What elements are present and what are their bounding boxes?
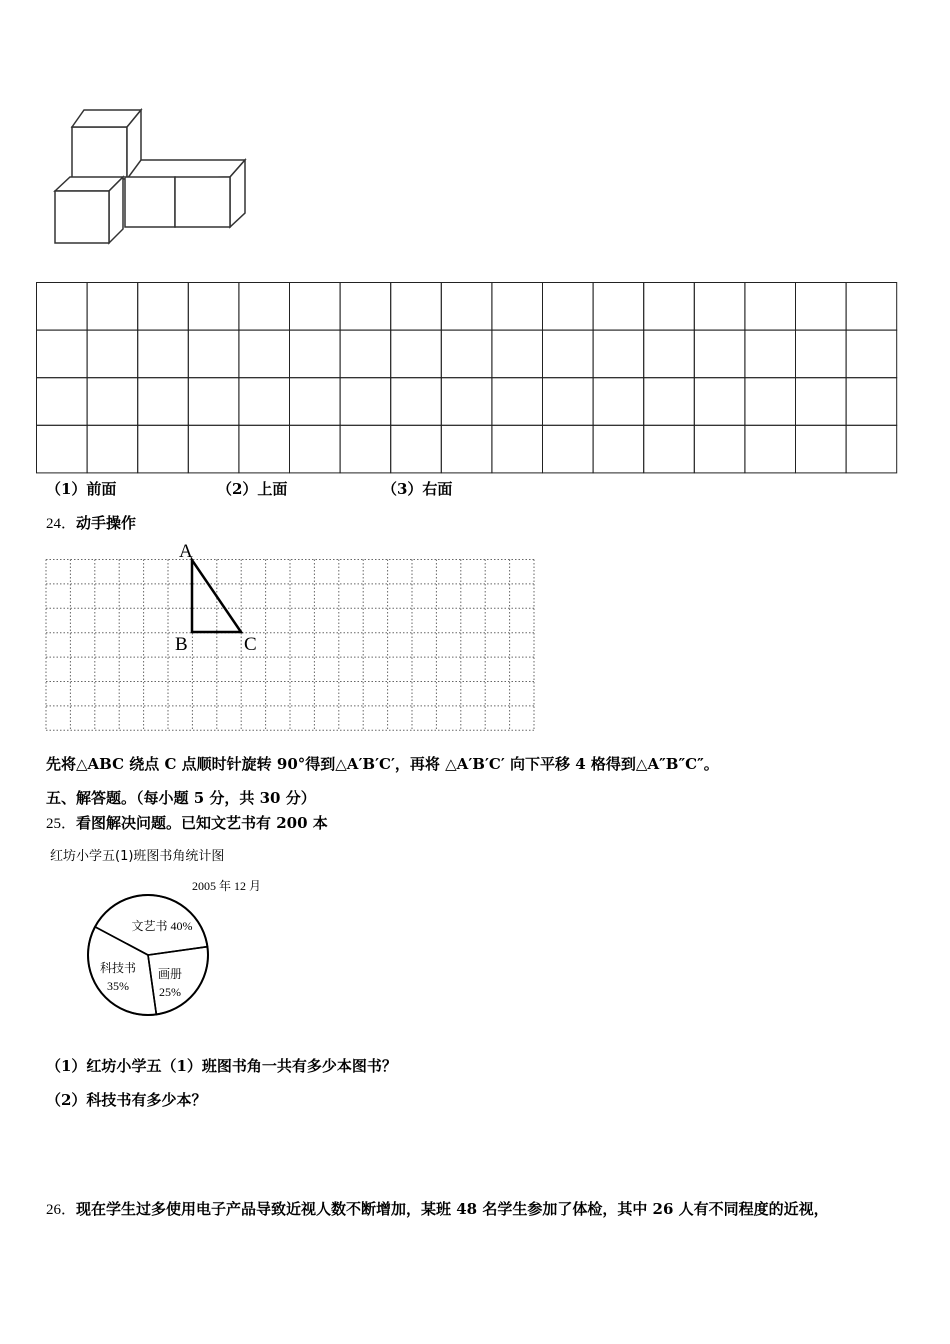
grid-cell[interactable] <box>188 330 239 378</box>
grid-cell[interactable] <box>745 425 796 473</box>
question-25-title <box>46 812 328 833</box>
triangle-grid[interactable] <box>40 535 545 735</box>
grid-cell[interactable] <box>796 283 847 331</box>
grid-cell[interactable] <box>138 330 189 378</box>
grid-cell[interactable] <box>37 378 88 426</box>
grid-cell[interactable] <box>391 425 442 473</box>
label-right-view: （3）右面 <box>382 480 453 498</box>
question-text: 现在学生过多使用电子产品导致近视人数不断增加，某班 48 名学生参加了体检，其中 26 人有不同程度的近视， <box>76 1200 829 1218</box>
grid-cell[interactable] <box>37 425 88 473</box>
section-heading: 五、解答题。（每小题 5 分，共 30 分） <box>46 789 316 807</box>
grid-cell[interactable] <box>290 283 341 331</box>
grid-cell[interactable] <box>87 330 138 378</box>
grid-cell[interactable] <box>239 378 290 426</box>
grid-cell[interactable] <box>492 425 543 473</box>
grid-cell[interactable] <box>87 425 138 473</box>
grid-cell[interactable] <box>391 378 442 426</box>
question-text: 动手操作 <box>76 514 137 532</box>
grid-cell[interactable] <box>290 425 341 473</box>
grid-cell[interactable] <box>441 425 492 473</box>
pie-label: 画册 <box>157 967 183 981</box>
question-number: 24． <box>46 516 77 532</box>
grid-cell[interactable] <box>543 378 594 426</box>
grid-cell[interactable] <box>694 330 745 378</box>
pie-chart <box>80 890 220 1025</box>
grid-cell[interactable] <box>543 283 594 331</box>
grid-cell[interactable] <box>87 283 138 331</box>
grid-cell[interactable] <box>543 425 594 473</box>
label-top-view: （2）上面 <box>217 480 288 498</box>
grid-cell[interactable] <box>846 378 897 426</box>
point-c-label: C <box>244 634 257 655</box>
grid-cell[interactable] <box>796 425 847 473</box>
question-25-part-1: （1）红坊小学五（1）班图书角一共有多少本图书？ <box>46 1057 397 1075</box>
grid-cell[interactable] <box>644 283 695 331</box>
grid-cell[interactable] <box>138 283 189 331</box>
grid-cell[interactable] <box>340 425 391 473</box>
grid-cell[interactable] <box>846 425 897 473</box>
pie-value-label: 35% <box>107 979 129 993</box>
grid-cell[interactable] <box>593 330 644 378</box>
grid-cell[interactable] <box>340 283 391 331</box>
pie-value-label: 25% <box>159 985 181 999</box>
point-b-label: B <box>175 634 188 655</box>
question-26-text <box>46 1198 829 1219</box>
grid-cell[interactable] <box>391 330 442 378</box>
grid-cell[interactable] <box>391 283 442 331</box>
question-24-title <box>46 512 136 533</box>
grid-cell[interactable] <box>441 330 492 378</box>
grid-cell[interactable] <box>644 425 695 473</box>
grid-cell[interactable] <box>694 283 745 331</box>
pie-label: 文艺书 40% <box>131 919 193 933</box>
grid-cell[interactable] <box>492 378 543 426</box>
grid-cell[interactable] <box>188 283 239 331</box>
question-number: 26． <box>46 1202 77 1218</box>
grid-cell[interactable] <box>593 283 644 331</box>
question-24-instruction: 先将△ABC 绕点 C 点顺时针旋转 90°得到△A′B′C′，再将 △A′B′C′ 向下平移 4 格得到△A″B″C″。 <box>46 755 719 773</box>
grid-cell[interactable] <box>796 378 847 426</box>
grid-cell[interactable] <box>543 330 594 378</box>
grid-cell[interactable] <box>745 283 796 331</box>
grid-cell[interactable] <box>37 283 88 331</box>
grid-cell[interactable] <box>796 330 847 378</box>
grid-cell[interactable] <box>340 378 391 426</box>
grid-cell[interactable] <box>593 378 644 426</box>
pie-label: 科技书 <box>99 961 137 975</box>
grid-cell[interactable] <box>745 330 796 378</box>
grid-cell[interactable] <box>239 425 290 473</box>
grid-cell[interactable] <box>846 283 897 331</box>
cube-figure <box>50 105 250 250</box>
grid-cell[interactable] <box>340 330 391 378</box>
grid-cell[interactable] <box>745 378 796 426</box>
grid-cell[interactable] <box>846 330 897 378</box>
grid-cell[interactable] <box>644 330 695 378</box>
grid-cell[interactable] <box>138 378 189 426</box>
grid-cell[interactable] <box>239 283 290 331</box>
question-25-part-2: （2）科技书有多少本？ <box>46 1091 207 1109</box>
grid-cell[interactable] <box>492 330 543 378</box>
grid-cell[interactable] <box>138 425 189 473</box>
chart-caption: 红坊小学五(1)班图书角统计图 <box>50 849 225 864</box>
grid-cell[interactable] <box>239 330 290 378</box>
grid-cell[interactable] <box>290 378 341 426</box>
question-number: 25． <box>46 816 77 832</box>
grid-cell[interactable] <box>694 425 745 473</box>
grid-cell[interactable] <box>593 425 644 473</box>
point-a-label: A <box>179 541 193 562</box>
grid-cell[interactable] <box>644 378 695 426</box>
grid-cell[interactable] <box>441 378 492 426</box>
grid-cell[interactable] <box>694 378 745 426</box>
label-front-view: （1）前面 <box>46 480 117 498</box>
grid-cell[interactable] <box>290 330 341 378</box>
grid-cell[interactable] <box>188 378 239 426</box>
grid-cell[interactable] <box>37 330 88 378</box>
drawing-grid[interactable] <box>35 281 899 476</box>
grid-cell[interactable] <box>492 283 543 331</box>
grid-cell[interactable] <box>188 425 239 473</box>
grid-cell[interactable] <box>87 378 138 426</box>
question-text: 看图解决问题。已知文艺书有 200 本 <box>76 814 328 832</box>
chart-date: 2005 年 12 月 <box>192 879 262 893</box>
grid-cell[interactable] <box>441 283 492 331</box>
